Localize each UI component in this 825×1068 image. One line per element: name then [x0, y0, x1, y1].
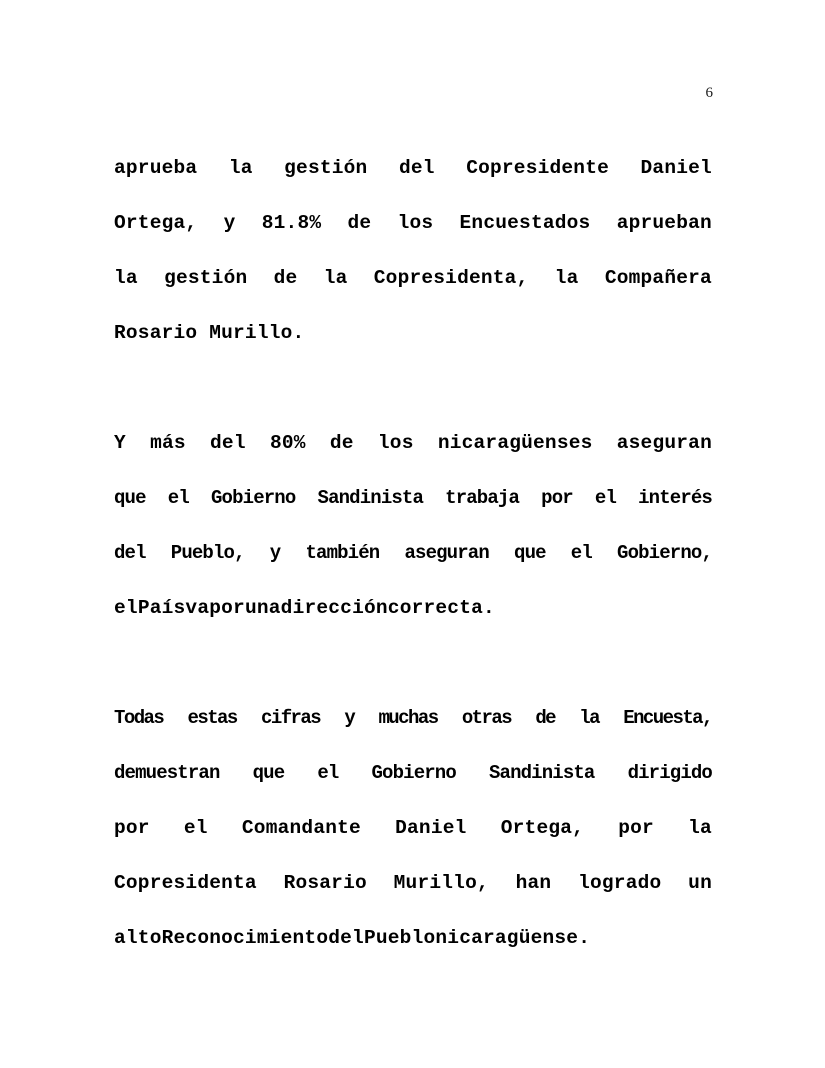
word: demuestran	[114, 762, 220, 784]
word: Y	[114, 432, 126, 454]
word: País	[137, 597, 186, 619]
word: Daniel	[395, 817, 467, 839]
text-line	[114, 485, 712, 540]
word: 81.8%	[261, 212, 322, 234]
word: Copresidente	[466, 157, 610, 179]
word: Comandante	[241, 817, 361, 839]
text-line	[114, 155, 712, 210]
word: Murillo,	[393, 872, 489, 894]
word: también	[305, 542, 380, 564]
paragraph	[114, 705, 712, 980]
word: nicaragüenses	[437, 432, 593, 454]
word: y	[269, 542, 281, 564]
word: Pueblo	[363, 927, 436, 949]
word: el	[167, 487, 189, 509]
word: por	[114, 817, 150, 839]
word: alto	[114, 927, 162, 949]
word: Sandinista	[317, 487, 424, 509]
word: que	[252, 762, 285, 784]
word: Copresidenta,	[373, 267, 529, 289]
paragraph	[114, 155, 712, 375]
word: la	[554, 267, 579, 289]
word: la	[323, 267, 348, 289]
word: Daniel	[640, 157, 712, 179]
word: han	[515, 872, 552, 894]
word: de	[535, 707, 556, 729]
word: logrado	[578, 872, 662, 894]
word: un	[688, 872, 712, 894]
word: aseguran	[404, 542, 489, 564]
word: otras	[461, 707, 512, 729]
word: la	[688, 817, 712, 839]
word: aprueban	[616, 212, 712, 234]
word: Reconocimiento	[161, 927, 329, 949]
text-line	[114, 595, 712, 650]
word: estas	[187, 707, 237, 729]
word: va	[185, 597, 210, 619]
word: Sandinista	[488, 762, 595, 784]
word: más	[150, 432, 186, 454]
word: trabaja	[445, 487, 520, 509]
word: aseguran	[616, 432, 712, 454]
word: interés	[638, 487, 712, 509]
word: el	[183, 817, 208, 839]
text-line	[114, 815, 712, 870]
word: Rosario	[283, 872, 367, 894]
word: cifras	[261, 707, 321, 729]
word: nicaragüense.	[435, 927, 591, 949]
document-body	[114, 155, 712, 980]
word: Copresidenta	[114, 872, 257, 894]
word: por	[541, 487, 573, 509]
word: Compañera	[604, 267, 712, 289]
word: del	[328, 927, 364, 949]
word: del	[114, 542, 146, 564]
text-line	[114, 430, 712, 485]
word: del	[210, 432, 246, 454]
word: aprueba	[114, 157, 198, 179]
word: los	[397, 212, 434, 234]
word: por	[209, 597, 245, 619]
word: dirigido	[627, 762, 712, 784]
word: 80%	[269, 432, 306, 454]
text-line	[114, 320, 712, 375]
word: los	[377, 432, 414, 454]
word: la	[114, 267, 138, 289]
word: muchas	[378, 707, 438, 729]
word: Gobierno	[210, 487, 296, 509]
word: Gobierno	[371, 762, 456, 784]
word: el	[570, 542, 592, 564]
text-line	[114, 870, 712, 925]
paragraph	[114, 430, 712, 650]
text-line	[114, 760, 712, 815]
word: de	[329, 432, 354, 454]
word: Encuestados	[459, 212, 591, 234]
word: de	[273, 267, 298, 289]
word: Ortega,	[500, 817, 585, 839]
word: la	[228, 157, 253, 179]
page-number: 6	[705, 85, 713, 101]
text-line	[114, 540, 712, 595]
word: el	[594, 487, 617, 509]
word: correcta.	[387, 597, 495, 619]
word: el	[114, 597, 138, 619]
word: y	[344, 707, 355, 729]
word: Rosario Murillo.	[114, 322, 305, 344]
word: y	[223, 212, 236, 234]
text-line	[114, 925, 712, 980]
word: Pueblo,	[170, 542, 245, 564]
word: que	[114, 487, 146, 509]
word: que	[514, 542, 546, 564]
word: una	[244, 597, 281, 619]
word: por	[618, 817, 654, 839]
text-line	[114, 705, 712, 760]
word: gestión	[164, 267, 248, 289]
word: Todas	[114, 707, 164, 729]
word: de	[347, 212, 372, 234]
text-line	[114, 265, 712, 320]
word: Gobierno,	[617, 542, 712, 564]
text-line	[114, 210, 712, 265]
word: Encuesta,	[623, 707, 712, 729]
word: del	[398, 157, 435, 179]
word: la	[579, 707, 599, 729]
word: dirección	[280, 597, 388, 619]
word: Ortega,	[114, 212, 198, 234]
word: el	[317, 762, 339, 784]
word: gestión	[284, 157, 368, 179]
